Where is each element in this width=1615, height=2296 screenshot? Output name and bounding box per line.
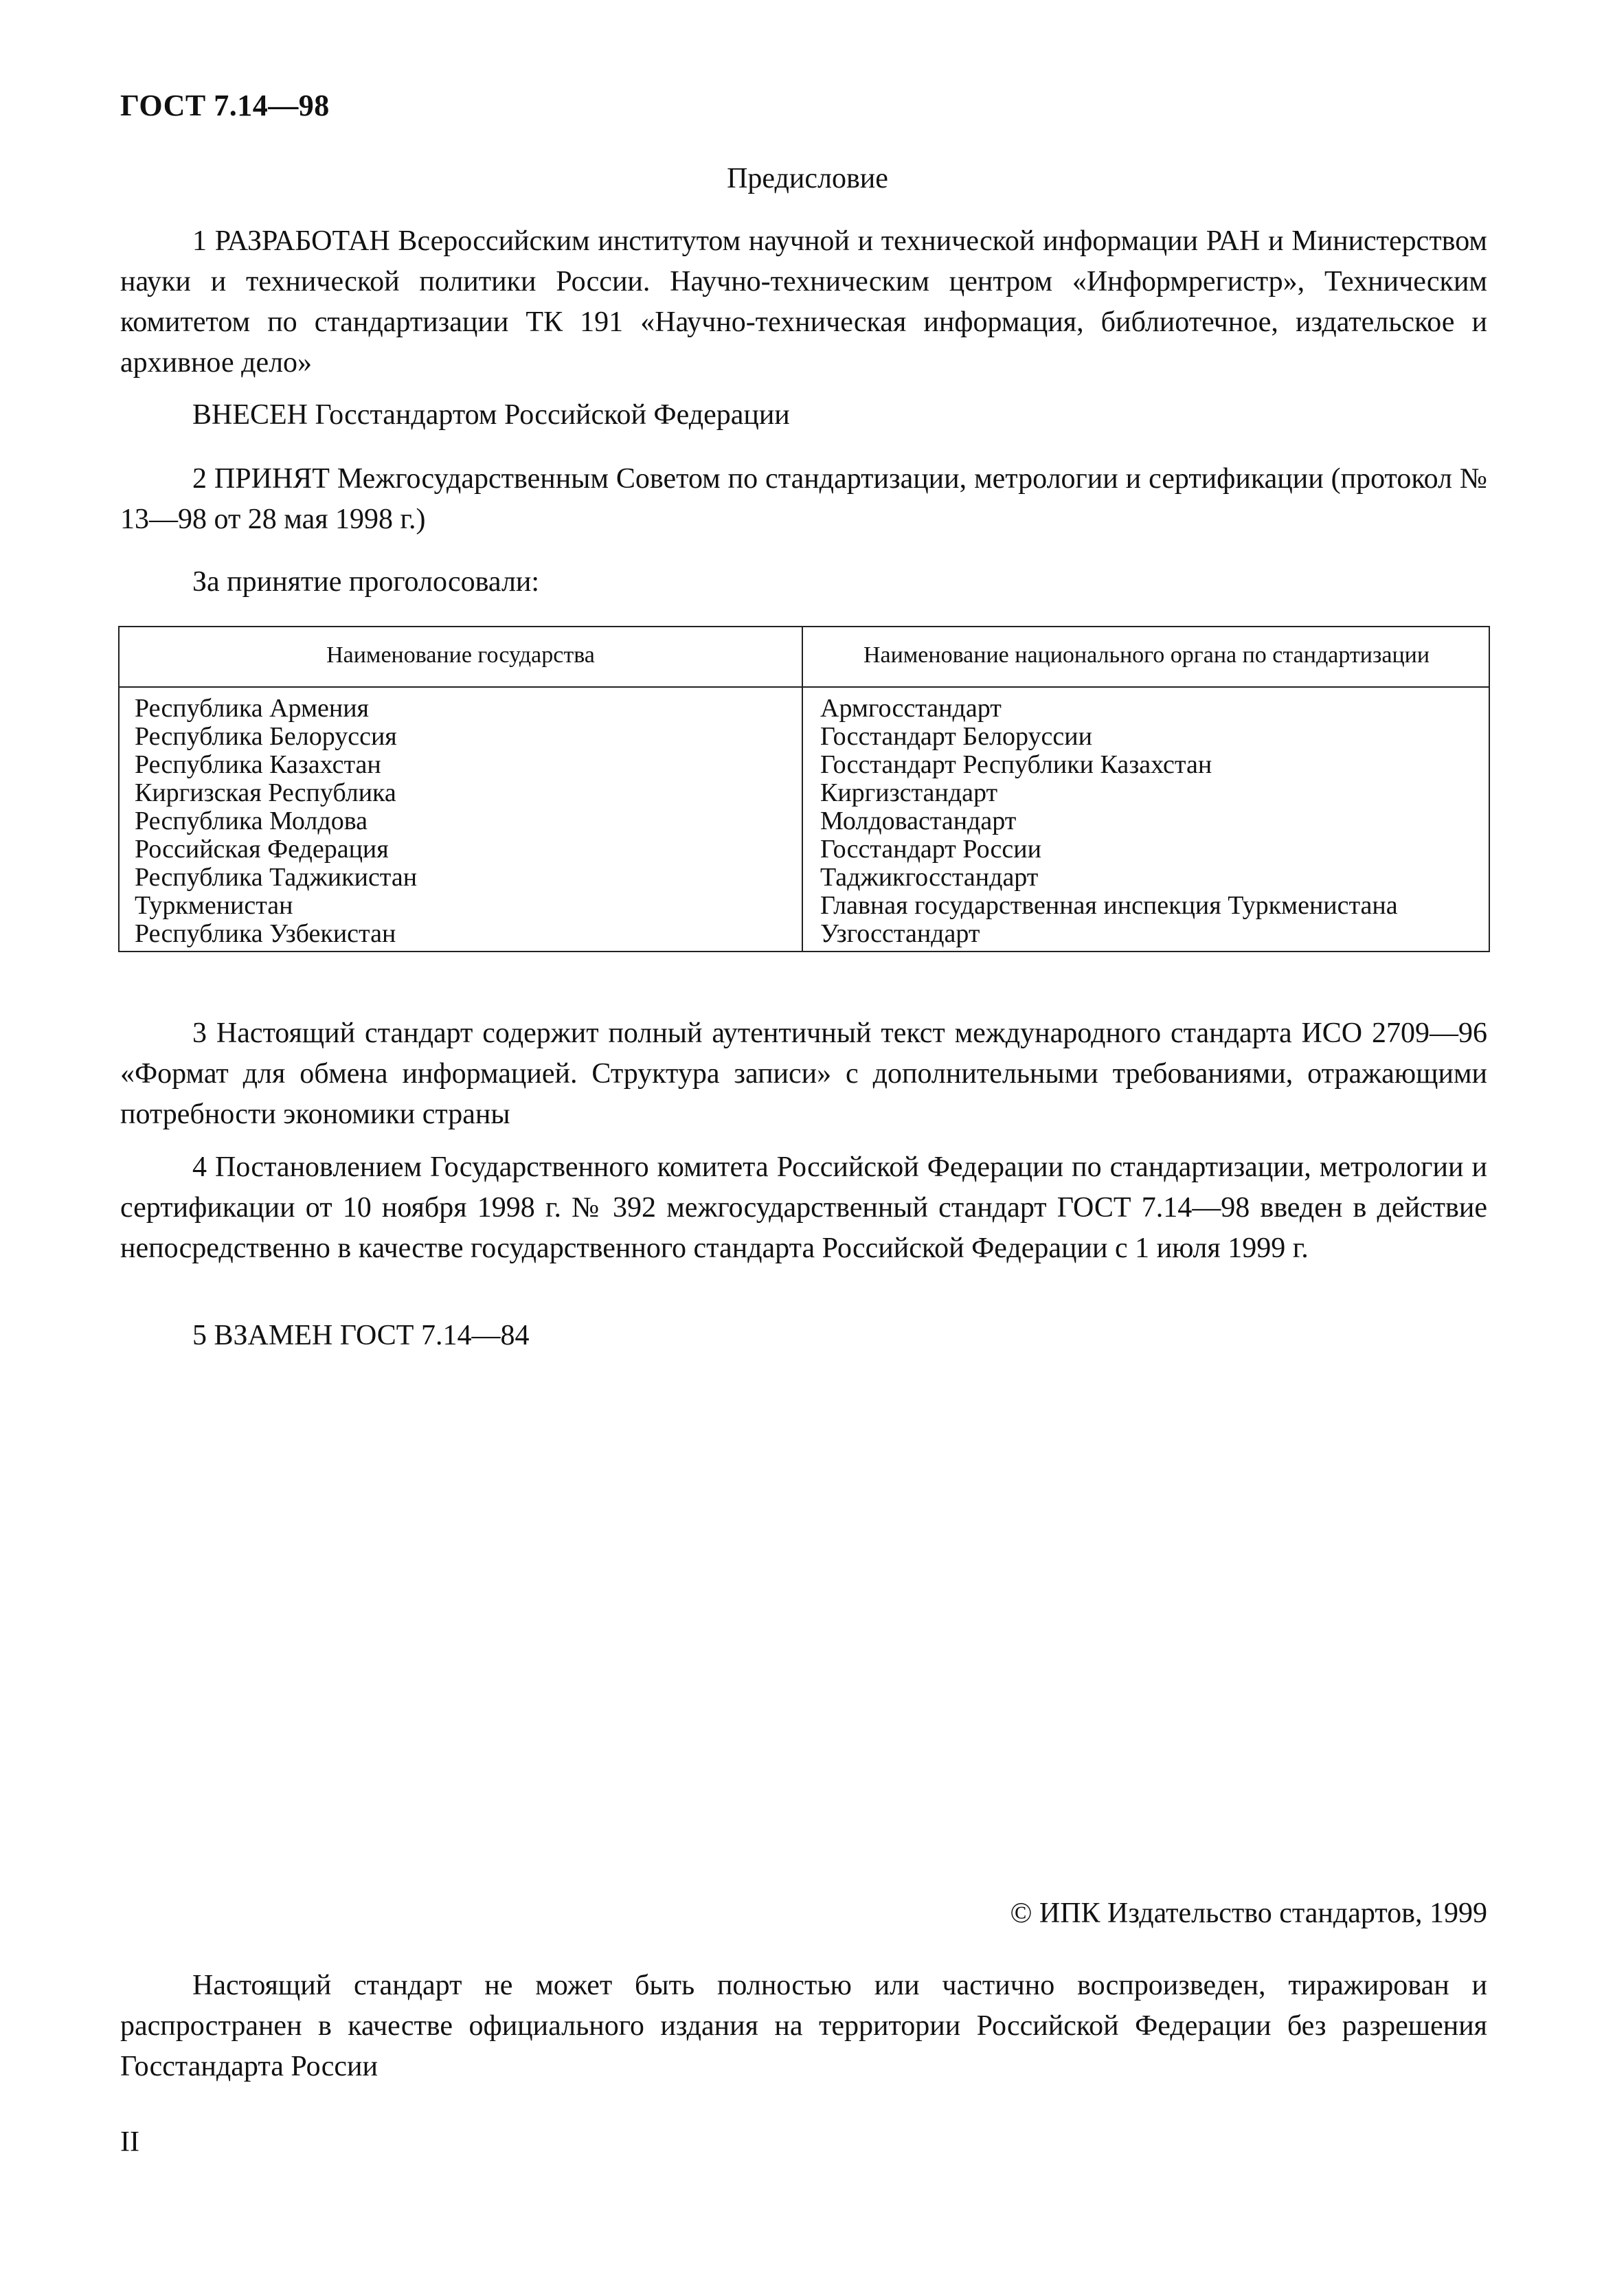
- national-bodies-column: [820, 695, 1398, 948]
- table-cell-state: Республика Узбекистан: [135, 919, 396, 948]
- table-cell-national-body: Узгосстандарт: [820, 919, 980, 948]
- table-cell-state: Республика Белоруссия: [135, 722, 397, 751]
- preface-vnesen: ВНЕСЕН Госстандартом Российской Федерации: [192, 399, 790, 431]
- copyright-line: © ИПК Издательство стандартов, 1999: [1010, 1898, 1487, 1929]
- state-names-column: [135, 695, 417, 948]
- table-header-state: Наименование государства: [326, 642, 595, 668]
- preface-item-4: 4 Постановлением Государственного комитета Российской Федерации по стандартизации, метрологии и сертификации от 10 ноября 1998 г. № 392 межгосударственный стандарт ГОСТ 7.14—98 введен в действие непосредственно в качестве государственного стандарта Российской Федерации с 1 июля 1999 г.: [120, 1151, 1487, 1264]
- table-cell-state: Республика Армения: [135, 694, 370, 723]
- preface-item-5: 5 ВЗАМЕН ГОСТ 7.14—84: [192, 1320, 530, 1351]
- reproduction-notice: Настоящий стандарт не может быть полностью или частично воспроизведен, тиражирован и распространен в качестве официального издания на территории Российской Федерации без разрешения Госстандарта России: [120, 1970, 1487, 2082]
- document-code: ГОСТ 7.14—98: [120, 89, 330, 122]
- table-cell-national-body: Армгосстандарт: [820, 694, 1002, 723]
- table-header-divider: [120, 686, 1489, 688]
- page-number: II: [120, 2126, 139, 2158]
- table-header-national-body: Наименование национального органа по стандартизации: [863, 642, 1430, 668]
- preface-item-3: 3 Настоящий стандарт содержит полный аутентичный текст международного стандарта ИСО 2709—96 «Формат для обмена информацией. Структура записи» с дополнительными требованиями, отражающими потребности экономики страны: [120, 1017, 1487, 1130]
- table-cell-state: Республика Казахстан: [135, 750, 381, 779]
- table-cell-state: Туркменистан: [135, 891, 293, 920]
- voted-intro: За принятие проголосовали:: [192, 566, 540, 598]
- table-cell-national-body: Таджикгосстандарт: [820, 863, 1039, 892]
- states-table: [118, 626, 1490, 952]
- table-cell-state: Российская Федерация: [135, 835, 389, 864]
- table-cell-national-body: Главная государственная инспекция Туркменистана: [820, 891, 1398, 920]
- table-cell-state: Республика Молдова: [135, 807, 368, 835]
- table-cell-national-body: Госстандарт Белоруссии: [820, 722, 1092, 751]
- preface-item-1: 1 РАЗРАБОТАН Всероссийским институтом научной и технической информации РАН и Министерством науки и технической политики России. Научно-техническим центром «Информрегистр», Техническим комитетом по стандартизации ТК 191 «Научно-техническая информация, библиотечное, издательское и архивное дело»: [120, 225, 1487, 379]
- table-cell-state: Киргизская Республика: [135, 778, 396, 807]
- table-cell-state: Республика Таджикистан: [135, 863, 418, 892]
- preface-title: Предисловие: [727, 163, 888, 194]
- table-cell-national-body: Молдовастандарт: [820, 807, 1017, 835]
- preface-item-2: 2 ПРИНЯТ Межгосударственным Советом по стандартизации, метрологии и сертификации (протокол № 13—98 от 28 мая 1998 г.): [120, 463, 1487, 535]
- table-cell-national-body: Госстандарт России: [820, 835, 1041, 864]
- table-cell-national-body: Госстандарт Республики Казахстан: [820, 750, 1212, 779]
- table-cell-national-body: Киргизстандарт: [820, 778, 998, 807]
- table-column-divider: [802, 627, 803, 951]
